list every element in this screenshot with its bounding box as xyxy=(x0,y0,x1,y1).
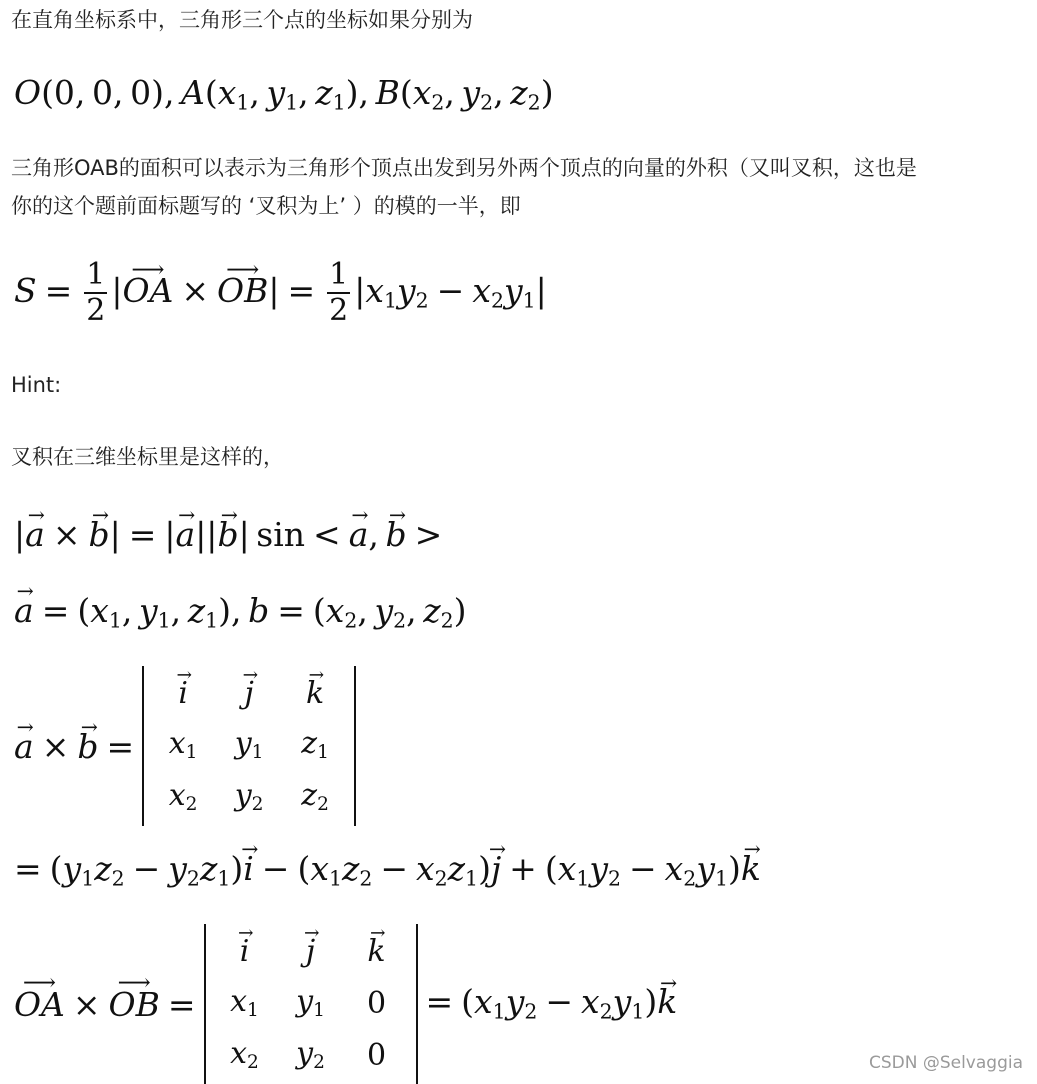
csdn-watermark: CSDN @Selvaggia xyxy=(868,1053,1023,1073)
formula-area: S = $\frac{1}{2}$ |⟶ OA ×⟶ OB| = $\frac{1}{2}$ $|x_1y_2 - x_2y_1|$ xyxy=(14,258,547,328)
cross-product-intro: 叉积在三维坐标里是这样的， xyxy=(11,445,284,469)
area-explanation-line-1: 三角形OAB的面积可以表示为三角形个顶点出发到另外两个顶点的向量的外积（又叫叉积，这也是 xyxy=(11,156,917,180)
formula-points: O(0, 0, 0), $A(x_1$, $y_1$, $z_1$), $B(x_2$, $y_2$, $z_2$) xyxy=(14,73,554,115)
determinant-matrix-1: → i → j → k $x_1$ $y_1$ $z_1$ $x_2$ $y_2$ $z_2$ xyxy=(142,666,356,826)
formula-cross-determinant: → a ×→ b = → i → j → k $x_1$ $y_1$ $z_1$ $x_2$ $y_2$ $z_2$ xyxy=(14,666,356,826)
intro-text: 在直角坐标系中，三角形三个点的坐标如果分别为 xyxy=(11,8,473,32)
formula-oa-ob-determinant: ⟶ OA ×⟶ OB = → i → j → k $x_1$ $y_1$ 0 $x_2$ $y_2$ 0 = $(x_1y_2 - x_2y_1)\to k$ xyxy=(14,924,677,1084)
area-explanation-line-2: 你的这个题前面标题写的 ‘叉积为上’ ）的模的一半，即 xyxy=(11,194,521,218)
formula-vectors: → $a = (x_1$, $y_1$, $z_1$), $b = (x_2$, $y_2$, $z_2$) xyxy=(14,594,467,631)
formula-expansion: = $(y_1z_2 - y_2z_1)\to i - (x_1z_2 - x_2z_1)\to j + (x_1y_2 - x_2y_1)\to k$ xyxy=(14,852,761,889)
fraction-half: $\frac{1}{2}$ xyxy=(86,257,106,328)
hint-label: Hint: xyxy=(11,373,62,397)
formula-cross-magnitude: |→ a ×→ b| = |→ a||→ b| sin <→ a, → b > xyxy=(14,518,450,551)
fraction-half-2: $\frac{1}{2}$ xyxy=(329,257,349,328)
determinant-matrix-2: → i → j → k $x_1$ $y_1$ 0 $x_2$ $y_2$ 0 xyxy=(204,924,418,1084)
